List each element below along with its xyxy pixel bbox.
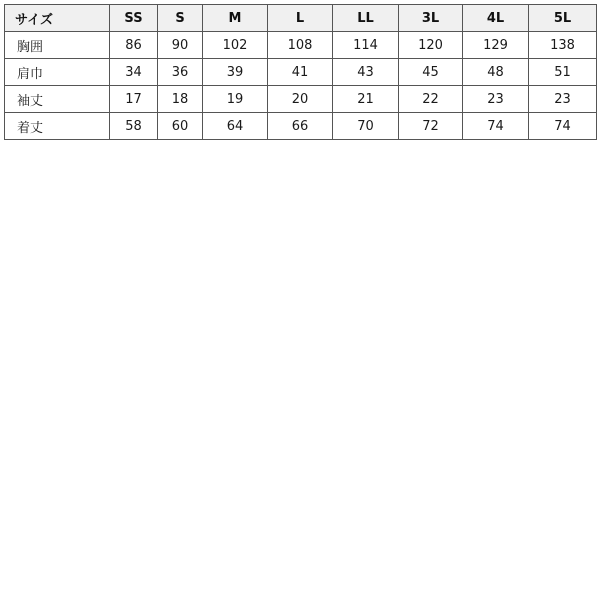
- measurement-cell: 74: [529, 113, 597, 140]
- measurement-cell: 45: [399, 59, 463, 86]
- measurement-row-shoulder: [5, 59, 597, 86]
- measurement-cell: 102: [203, 32, 268, 59]
- measurement-cell: 23: [529, 86, 597, 113]
- size-header-cell: 3L: [399, 5, 463, 32]
- size-header-label: サイズ: [5, 5, 110, 32]
- row-label: 袖丈: [5, 86, 110, 113]
- row-label: 着丈: [5, 113, 110, 140]
- measurement-cell: 58: [110, 113, 158, 140]
- measurement-cell: 120: [399, 32, 463, 59]
- measurement-cell: 108: [268, 32, 333, 59]
- measurement-cell: 114: [333, 32, 399, 59]
- row-label: 肩巾: [5, 59, 110, 86]
- measurement-cell: 43: [333, 59, 399, 86]
- size-header-cell: S: [158, 5, 203, 32]
- size-header-row: [5, 5, 597, 32]
- measurement-cell: 19: [203, 86, 268, 113]
- measurement-cell: 34: [110, 59, 158, 86]
- size-header-cell: 4L: [463, 5, 529, 32]
- size-header-cell: SS: [110, 5, 158, 32]
- measurement-cell: 86: [110, 32, 158, 59]
- measurement-cell: 138: [529, 32, 597, 59]
- size-chart-table: [4, 4, 597, 140]
- measurement-row-chest: [5, 32, 597, 59]
- measurement-cell: 60: [158, 113, 203, 140]
- measurement-row-length: [5, 113, 597, 140]
- measurement-cell: 17: [110, 86, 158, 113]
- size-header-cell: 5L: [529, 5, 597, 32]
- size-header-cell: L: [268, 5, 333, 32]
- measurement-cell: 36: [158, 59, 203, 86]
- measurement-cell: 72: [399, 113, 463, 140]
- size-header-cell: LL: [333, 5, 399, 32]
- measurement-cell: 20: [268, 86, 333, 113]
- measurement-row-sleeve: [5, 86, 597, 113]
- measurement-cell: 74: [463, 113, 529, 140]
- measurement-cell: 18: [158, 86, 203, 113]
- measurement-cell: 129: [463, 32, 529, 59]
- measurement-cell: 39: [203, 59, 268, 86]
- measurement-cell: 22: [399, 86, 463, 113]
- measurement-cell: 48: [463, 59, 529, 86]
- measurement-cell: 41: [268, 59, 333, 86]
- measurement-cell: 51: [529, 59, 597, 86]
- measurement-cell: 64: [203, 113, 268, 140]
- measurement-cell: 23: [463, 86, 529, 113]
- measurement-cell: 90: [158, 32, 203, 59]
- measurement-cell: 66: [268, 113, 333, 140]
- row-label: 胸囲: [5, 32, 110, 59]
- measurement-cell: 21: [333, 86, 399, 113]
- size-header-cell: M: [203, 5, 268, 32]
- measurement-cell: 70: [333, 113, 399, 140]
